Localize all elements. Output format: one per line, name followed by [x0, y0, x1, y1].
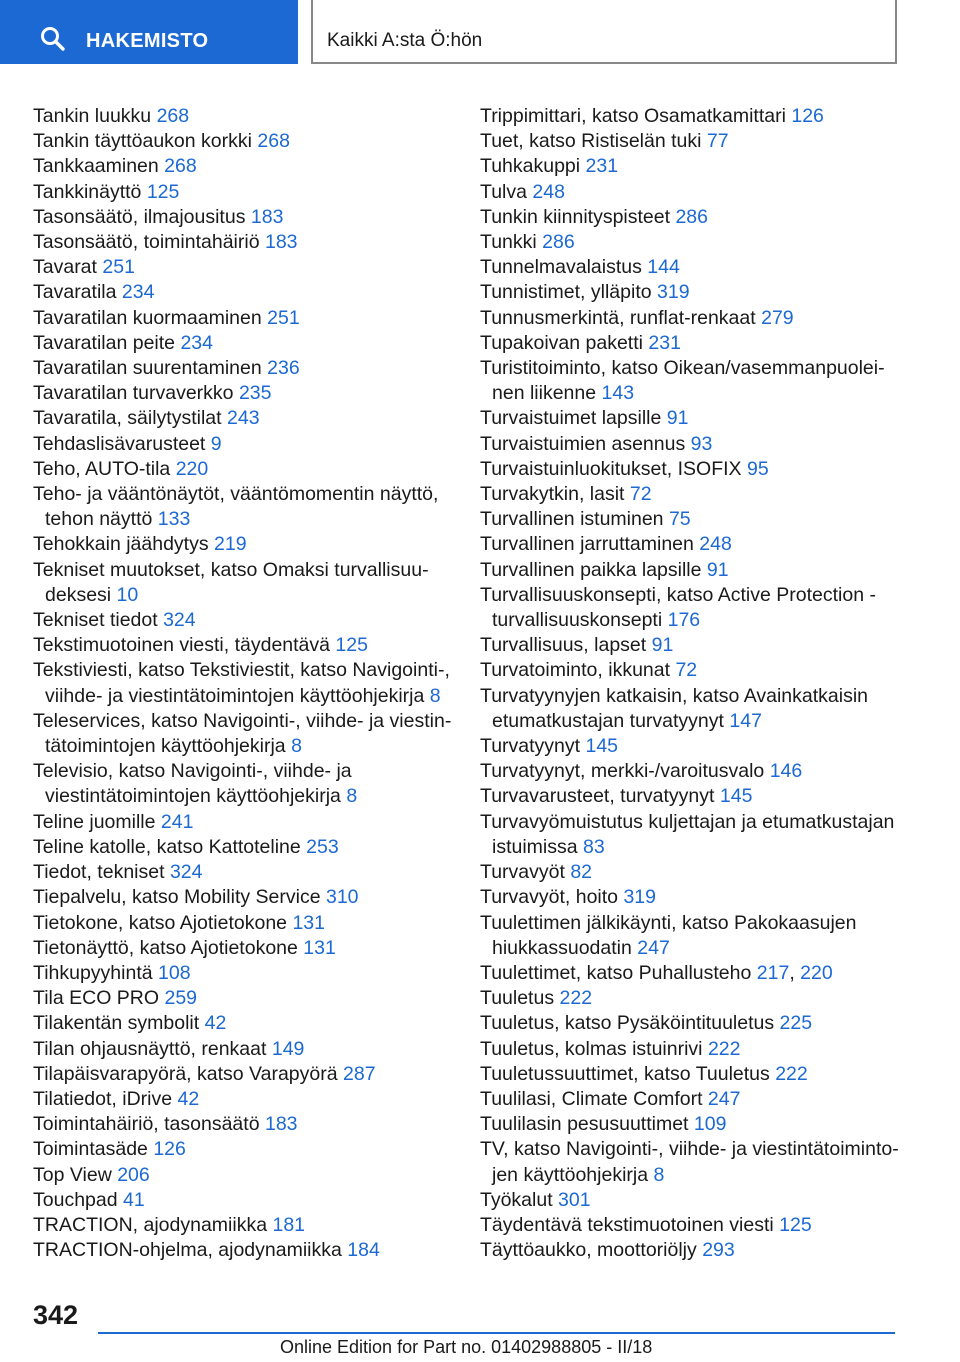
page-link[interactable]: 248 — [532, 180, 565, 203]
index-entry-text: Tankin täyttöaukon korkki — [33, 130, 252, 153]
index-entry — [33, 1062, 453, 1087]
page-link[interactable]: 222 — [707, 1037, 741, 1060]
page-link[interactable]: 310 — [325, 886, 359, 909]
index-entry: Tuulettimet, katso Puhallusteho 217, 220 — [480, 961, 833, 984]
index-entry-text: Turvallinen jarruttaminen — [480, 533, 694, 556]
index-entry — [480, 457, 900, 482]
index-entry — [480, 1238, 900, 1263]
page-link[interactable]: 251 — [267, 306, 300, 329]
index-entry — [33, 1213, 453, 1238]
page-link[interactable]: 143 — [601, 382, 635, 405]
index-entry — [33, 356, 453, 381]
index-column-right — [480, 104, 900, 1263]
index-entry — [33, 608, 453, 633]
index-entry-text: Teho, AUTO-tila — [33, 457, 171, 480]
index-entry-text: Täydentävä tekstimuotoinen viesti — [480, 1213, 774, 1236]
page-link[interactable]: 183 — [250, 205, 284, 228]
page-link[interactable]: 319 — [623, 886, 656, 909]
index-entry — [480, 432, 900, 457]
page-link[interactable]: 234 — [180, 331, 213, 354]
index-entry — [480, 633, 900, 658]
page-link[interactable]: 72 — [629, 483, 652, 506]
page-link[interactable]: 125 — [146, 180, 180, 203]
index-entry-text: Tuhkakuppi — [480, 155, 581, 178]
index-entry-text: TRACTION-ohjelma, ajodynamiikka — [33, 1239, 342, 1262]
page-link[interactable]: 301 — [558, 1188, 591, 1211]
page-link[interactable]: 133 — [157, 508, 191, 531]
page-link[interactable]: 248 — [699, 533, 732, 556]
index-entry-text: Tilan ohjausnäyttö, renkaat — [33, 1037, 267, 1060]
page-link[interactable]: 9 — [210, 432, 222, 455]
page-link[interactable]: 93 — [690, 432, 713, 455]
index-entry-text: Tilapäisvarapyörä, katso Varapyörä — [33, 1062, 338, 1085]
page-link[interactable]: 8 — [346, 785, 358, 808]
a-to-z-tab-label: Kaikki A:sta Ö:hön — [327, 30, 483, 51]
index-entry — [33, 1188, 453, 1213]
index-entry-text: Tasonsäätö, ilmajousitus — [33, 205, 246, 228]
index-entry — [480, 784, 900, 809]
page-link[interactable]: 268 — [257, 130, 290, 153]
index-entry — [480, 986, 900, 1011]
index-entry — [480, 1011, 900, 1036]
index-entry — [480, 129, 900, 154]
index-entry — [33, 810, 453, 835]
index-entry-text: Turvavyöt — [480, 861, 565, 884]
page-link[interactable]: 251 — [102, 256, 135, 279]
index-entry-text: Turvavarusteet, turvatyynyt — [480, 785, 715, 808]
search-icon — [40, 26, 66, 52]
page-link[interactable]: 268 — [156, 105, 190, 127]
index-entry-text: Tiepalvelu, katso Mobility Service — [33, 886, 321, 909]
index-entry — [33, 1011, 453, 1036]
index-entry — [33, 759, 453, 809]
page-link[interactable]: 91 — [651, 634, 674, 657]
index-entry — [33, 230, 453, 255]
index-tab-label: HAKEMISTO — [86, 30, 209, 52]
index-entry-text: Tiedot, tekniset — [33, 861, 165, 884]
index-entry-text: Turvallisuus, lapset — [480, 634, 647, 657]
page-link[interactable]: 286 — [542, 231, 575, 254]
page-link[interactable]: 82 — [570, 861, 593, 884]
index-entry-text: Top View — [33, 1163, 112, 1186]
page-link[interactable]: 91 — [666, 407, 689, 430]
index-entry-text: Turvallisuuskonsepti, katso Active Protection - turvallisuuskonsepti — [480, 583, 876, 632]
index-column-left — [33, 104, 453, 1263]
page-number: 342 — [33, 1300, 79, 1330]
index-entry-text: Teline katolle, katso Kattoteline — [33, 835, 301, 858]
index-entry-text: Tuulilasi, Climate Comfort — [480, 1087, 703, 1110]
index-entry-text: Tankin luukku — [33, 105, 152, 127]
index-entry-text: Tila ECO PRO — [33, 987, 160, 1010]
index-entry-text: Tunnistimet, ylläpito — [480, 281, 652, 304]
index-entry — [33, 255, 453, 280]
page-link[interactable]: 184 — [347, 1239, 380, 1262]
index-entry — [480, 1087, 900, 1112]
index-entry-text: Tavaratilan kuormaaminen — [33, 306, 262, 329]
page-link[interactable]: 77 — [706, 130, 729, 153]
index-entry — [480, 306, 900, 331]
page-link[interactable]: 42 — [177, 1087, 200, 1110]
index-entry-text: Tihkupyyhintä — [33, 961, 153, 984]
index-entry-text: Tekniset muutokset, katso Omaksi turvallisuudeksesi — [33, 558, 429, 606]
page-link[interactable]: 131 — [303, 936, 336, 959]
page-link[interactable]: 236 — [267, 357, 300, 380]
page-link[interactable]: 108 — [158, 961, 191, 984]
index-entry — [33, 709, 453, 759]
page-link[interactable]: 126 — [791, 105, 824, 127]
top-navigation — [0, 0, 960, 66]
index-entry-text: Tuuletus, katso Pysäköintituuletus — [480, 1012, 775, 1035]
index-entry-text: Tuulettimen jälkikäynti, katso Pakokaasujen hiukkassuodatin — [480, 911, 857, 959]
index-entry — [33, 532, 453, 557]
index-entry — [480, 1062, 900, 1087]
index-entry-text: Tietonäyttö, katso Ajotietokone — [33, 936, 298, 959]
index-entry-text: Tunkin kiinnityspisteet — [480, 205, 671, 228]
page-link[interactable]: 75 — [668, 508, 691, 531]
footer-divider — [98, 1332, 895, 1334]
page-link[interactable]: 10 — [116, 583, 139, 606]
index-entry-text: Tilatiedot, iDrive — [33, 1087, 173, 1110]
index-entry-text: Tavaratilan suurentaminen — [33, 357, 262, 380]
page-link[interactable]: 286 — [675, 205, 708, 228]
page-link[interactable]: 72 — [675, 659, 698, 682]
index-entry-text: TV, katso Navigointi-, viihde- ja viestintätoimintojen käyttöohjekirja — [480, 1138, 899, 1186]
index-entry — [480, 885, 900, 910]
page-link[interactable]: 8 — [429, 684, 441, 707]
index-entry — [480, 1137, 900, 1187]
index-entry-text: Tilakentän symbolit — [33, 1012, 200, 1035]
index-entry — [480, 810, 900, 860]
index-entry — [33, 1238, 453, 1263]
index-entry — [33, 1163, 453, 1188]
index-entry-text: Turvatyynyjen katkaisin, katso Avainkatkaisin etumatkustajan turvatyynyt — [480, 684, 869, 732]
page-link[interactable]: 220 — [175, 457, 209, 480]
page-link[interactable]: 125 — [335, 634, 368, 657]
index-entry — [480, 532, 900, 557]
page-link[interactable]: 219 — [214, 533, 247, 556]
index-entry — [480, 406, 900, 431]
index-entry-text: Tuet, katso Ristiselän tuki — [480, 130, 702, 153]
index-entry-text: Turvallinen istuminen — [480, 508, 664, 531]
index-entry — [480, 1112, 900, 1137]
index-entry — [480, 154, 900, 179]
index-entry — [33, 457, 453, 482]
index-entry-text: Turvatyynyt — [480, 735, 581, 758]
page-link[interactable]: 234 — [121, 281, 155, 304]
index-entry-text: Tietokone, katso Ajotietokone — [33, 911, 288, 934]
index-entry-text: Toimintahäiriö, tasonsäätö — [33, 1113, 260, 1136]
page-link[interactable]: 247 — [707, 1087, 741, 1110]
index-entry — [33, 1137, 453, 1162]
index-entry-text: Trippimittari, katso Osamatkamittari — [480, 105, 786, 127]
index-entry — [480, 658, 900, 683]
index-entry — [33, 1087, 453, 1112]
page-link[interactable]: 222 — [775, 1062, 808, 1085]
page-link[interactable]: 231 — [585, 155, 619, 178]
index-entry — [480, 331, 900, 356]
index-entry-text: Teho- ja vääntönäytöt, vääntömomentin näyttö, tehon näyttö — [33, 483, 439, 531]
index-entry — [33, 104, 453, 129]
index-entry-text: Touchpad — [33, 1188, 118, 1211]
page-link[interactable]: 8 — [291, 735, 302, 758]
index-entry — [33, 331, 453, 356]
page-link[interactable]: 145 — [585, 735, 619, 758]
index-entry — [480, 1188, 900, 1213]
index-tab[interactable] — [0, 0, 298, 64]
index-entry-text: Täyttöaukko, moottoriöljy — [480, 1239, 697, 1262]
page-link[interactable]: 279 — [761, 306, 794, 329]
index-entry — [33, 860, 453, 885]
page-link[interactable]: 217 — [756, 961, 790, 984]
page-link[interactable]: 206 — [117, 1163, 150, 1186]
page-link[interactable]: 222 — [559, 987, 593, 1010]
page-link[interactable]: 287 — [343, 1062, 376, 1085]
index-entry-text: Tekstiviesti, katso Tekstiviestit, katso Navigointi-, viihde- ja viestintätoimintojen käyttöohjekirja — [33, 659, 450, 707]
index-entry-text: Tupakoivan paketti — [480, 331, 643, 354]
page-link[interactable]: 91 — [706, 558, 729, 581]
index-entry-text: Turvaistuinluokitukset, ISOFIX — [480, 457, 742, 480]
index-entry — [480, 1213, 900, 1238]
index-entry-text: Tuulettimet, katso Puhallusteho — [480, 961, 752, 984]
index-entry — [33, 1037, 453, 1062]
index-entry-text: Turvatyynyt, merkki-/varoitusvalo — [480, 760, 765, 783]
index-entry-text: Turvaistuimien asennus — [480, 432, 686, 455]
index-entry — [33, 558, 453, 608]
index-entry — [480, 1037, 900, 1062]
index-entry — [33, 885, 453, 910]
index-entry-text: Teline juomille — [33, 810, 156, 833]
index-entry-text: Tavaratilan turvaverkko — [33, 382, 234, 405]
page-link[interactable]: 253 — [306, 835, 339, 858]
index-entry — [33, 835, 453, 860]
index-entry — [480, 759, 900, 784]
page-link[interactable]: 144 — [647, 256, 680, 279]
index-entry-text: Tavaratila, säilytystilat — [33, 407, 222, 430]
index-entry-text: Turvatoiminto, ikkunat — [480, 659, 671, 682]
index-entry-text: Työkalut — [480, 1188, 553, 1211]
index-entry-text: Turvaistuimet lapsille — [480, 407, 662, 430]
page-link[interactable]: 149 — [271, 1037, 305, 1060]
index-entry-text: Toimintasäde — [33, 1138, 148, 1161]
index-entry — [480, 356, 900, 406]
index-entry — [480, 255, 900, 280]
index-entry-text: Tuulilasin pesusuuttimet — [480, 1113, 689, 1136]
index-entry-text: Tasonsäätö, toimintahäiriö — [33, 231, 260, 254]
index-entry — [33, 129, 453, 154]
page-link[interactable]: 109 — [693, 1113, 727, 1136]
index-entry — [480, 911, 900, 961]
page-link[interactable]: 131 — [292, 911, 325, 934]
index-entry — [480, 205, 900, 230]
index-entry — [33, 180, 453, 205]
index-entry — [480, 734, 900, 759]
index-entry — [480, 507, 900, 532]
index-entry-text: Tankkinäyttö — [33, 180, 142, 203]
index-entry — [33, 381, 453, 406]
index-entry — [33, 432, 453, 457]
page-link[interactable]: 183 — [264, 231, 298, 254]
index-entry-text: Televisio, katso Navigointi-, viihde- ja viestintätoimintojen käyttöohjekirja — [33, 760, 352, 808]
index-entry-text: Tankkaaminen — [33, 155, 159, 178]
index-entry — [480, 860, 900, 885]
page-link[interactable]: 220 — [800, 961, 833, 984]
index-entry — [33, 633, 453, 658]
page-link[interactable]: 83 — [583, 835, 605, 858]
page-link[interactable]: 41 — [123, 1188, 145, 1211]
page-link[interactable]: 125 — [779, 1213, 812, 1236]
index-entry — [33, 658, 453, 708]
index-entry-text: Tekniset tiedot — [33, 609, 158, 632]
index-entry — [480, 684, 900, 734]
index-entry — [480, 482, 900, 507]
index-entry-text: Tavaratilan peite — [33, 331, 176, 354]
page-link[interactable]: 235 — [238, 382, 272, 405]
page-link[interactable]: 95 — [746, 457, 769, 480]
index-entry — [33, 406, 453, 431]
page-link[interactable]: 293 — [702, 1239, 735, 1262]
index-entry — [33, 986, 453, 1011]
page-link[interactable]: 243 — [227, 407, 260, 430]
index-entry — [33, 1112, 453, 1137]
index-entry-text: Tehokkain jäähdytys — [33, 533, 209, 556]
index-entry — [480, 230, 900, 255]
index-entry-text: TRACTION, ajodynamiikka — [33, 1213, 268, 1236]
page-link[interactable]: 319 — [657, 281, 690, 304]
index-entry — [33, 306, 453, 331]
index-entry — [33, 154, 453, 179]
page-link[interactable]: 259 — [164, 987, 198, 1010]
index-entry — [480, 583, 900, 633]
index-entry-text: Tuuletus — [480, 987, 555, 1010]
page-link[interactable]: 126 — [153, 1138, 186, 1161]
index-entry — [480, 104, 900, 129]
page-link[interactable]: 145 — [719, 785, 753, 808]
index-entry — [480, 180, 900, 205]
index-entry — [33, 911, 453, 936]
page-link[interactable]: 225 — [779, 1012, 813, 1035]
index-entry-text: Tulva — [480, 180, 527, 203]
index-entry-text: Tuuletus, kolmas istuinrivi — [480, 1037, 703, 1060]
index-entry — [33, 205, 453, 230]
index-entry-text: Turvavyömuistutus kuljettajan ja etumatkustajan istuimissa — [480, 810, 895, 858]
edition-footer: Online Edition for Part no. 01402988805 - II/18 — [280, 1337, 653, 1357]
index-entry-text: Tekstimuotoinen viesti, täydentävä — [33, 634, 330, 657]
index-entry-text: Turvallinen paikka lapsille — [480, 558, 702, 581]
index-entry-text: Turistitoiminto, katso Oikean/vasemmanpuoleinen liikenne — [480, 357, 885, 405]
index-entry-text: Tavaratila — [33, 281, 117, 304]
page-link[interactable]: 176 — [667, 609, 701, 632]
a-to-z-tab[interactable] — [311, 0, 897, 64]
page-link[interactable]: 241 — [160, 810, 194, 833]
page-link[interactable]: 8 — [653, 1163, 665, 1186]
page-link[interactable]: 231 — [648, 331, 681, 354]
page-link[interactable]: 268 — [164, 155, 197, 178]
page-link[interactable]: 247 — [637, 936, 670, 959]
index-entry-text: Tunkki — [480, 231, 537, 254]
page-link[interactable]: 146 — [769, 760, 803, 783]
page-link[interactable]: 324 — [169, 861, 203, 884]
page-link[interactable]: 181 — [272, 1213, 306, 1236]
page-link[interactable]: 183 — [264, 1113, 298, 1136]
page-link[interactable]: 324 — [163, 609, 196, 632]
index-entry — [33, 482, 453, 532]
page-link[interactable]: 42 — [204, 1012, 227, 1035]
page-link[interactable]: 147 — [729, 709, 762, 732]
index-entry-text: Tunnelmavalaistus — [480, 256, 642, 279]
index-entry — [480, 558, 900, 583]
index-entry-text: Turvakytkin, lasit — [480, 483, 625, 506]
index-entry-text: Tuuletussuuttimet, katso Tuuletus — [480, 1062, 770, 1085]
index-entry-text: Turvavyöt, hoito — [480, 886, 619, 909]
index-entry-text: Teleservices, katso Navigointi-, viihde- ja viestintätoimintojen käyttöohjekirja — [33, 709, 452, 758]
index-entry — [33, 280, 453, 305]
index-entry — [480, 280, 900, 305]
index-entry-text: Tunnusmerkintä, runflat-renkaat — [480, 306, 756, 329]
index-entry — [33, 936, 453, 961]
index-entry-text: Tavarat — [33, 256, 97, 279]
index-entry — [33, 961, 453, 986]
index-entry-text: Tehdaslisävarusteet — [33, 432, 206, 455]
